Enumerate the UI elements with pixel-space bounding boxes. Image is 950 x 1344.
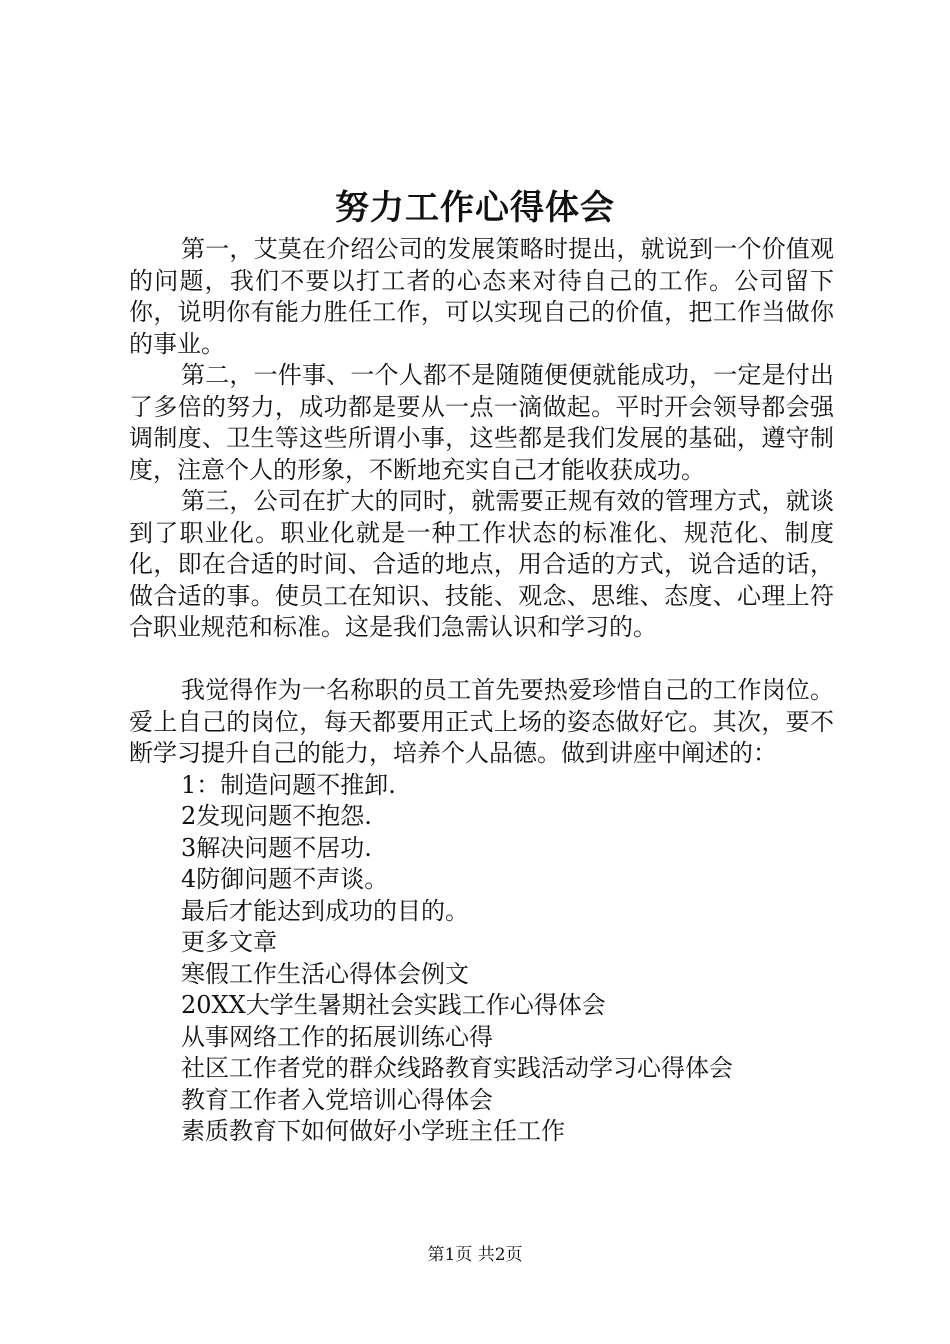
paragraph-1: 第一，艾莫在介绍公司的发展策略时提出，就说到一个价值观的问题，我们不要以打工者的心态来对待自己的工作。公司留下你，说明你有能力胜任工作，可以实现自己的价值，把工作当做你的事业。 [129,235,834,358]
related-article-link-3[interactable]: 从事网络工作的拓展训练心得 [181,1022,493,1051]
blank-line [129,644,834,676]
related-article-link-4[interactable]: 社区工作者党的群众线路教育实践活动学习心得体会 [181,1054,733,1082]
related-article-link-6[interactable]: 素质教育下如何做好小学班主任工作 [181,1117,565,1145]
related-article-link-5[interactable]: 教育工作者入党培训心得体会 [181,1085,493,1114]
document-body [129,234,834,1148]
list-item-2: 2发现问题不抱怨. [181,802,372,830]
page-number: 第1页 共2页 [427,1245,523,1265]
related-article-link-2[interactable]: 20XX大学生暑期社会实践工作心得体会 [181,991,606,1019]
paragraph-4: 我觉得作为一名称职的员工首先要热爱珍惜自己的工作岗位。爱上自己的岗位，每天都要用正式上场的姿态做好它。其次，要不断学习提升自己的能力，培养个人品德。做到讲座中阐述的： [129,676,834,767]
paragraph-3: 第三，公司在扩大的同时，就需要正规有效的管理方式，就谈到了职业化。职业化就是一种工作状态的标准化、规范化、制度化，即在合适的时间、合适的地点，用合适的方式，说合适的话，做合适的事。使员工在知识、技能、观念、思维、态度、心理上符合职业规范和标准。这是我们急需认识和学习的。 [129,487,834,641]
related-article-link-1[interactable]: 寒假工作生活心得体会例文 [181,959,469,988]
list-item-1: 1：制造问题不推卸. [181,770,396,799]
list-item-4: 4防御问题不声谈。 [181,865,389,893]
document-title: 努力工作心得体会 [335,188,615,228]
more-articles-label: 更多文章 [181,928,277,956]
conclusion-line: 最后才能达到成功的目的。 [181,896,469,925]
list-item-3: 3解决问题不居功. [181,833,372,862]
paragraph-2: 第二，一件事、一个人都不是随随便便就能成功，一定是付出了多倍的努力，成功都是要从一点一滴做起。平时开会领导都会强调制度、卫生等这些所谓小事，这些都是我们发展的基础，遵守制度，注意个人的形象，不断地充实自己才能收获成功。 [129,361,834,484]
